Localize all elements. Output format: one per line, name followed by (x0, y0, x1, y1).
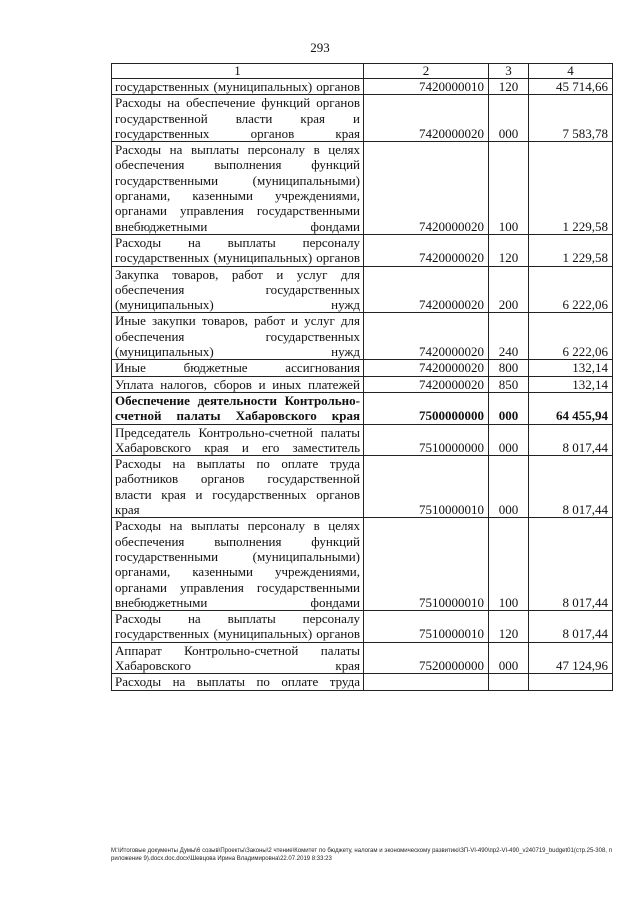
row-expense-type-cell: 000 (489, 456, 529, 518)
footer-file-path: M:\Итоговые документы Думы\6 созыв\Проекты\Законы\2 чтение\Комитет по бюджету, налогам и экономическому развитию\ЗП-VI-490\пр2-VI-490_v240719_budget01(стр.25-308, приложение 9).docx.doc.docx\Шевцова Ирина Владимировна\22.07.2019 8:33:23 (111, 848, 612, 862)
row-sum-cell: 1 229,58 (529, 142, 613, 235)
row-name-cell: Закупка товаров, работ и услуг для обеспечения государственных (муниципальных) нужд (112, 266, 364, 313)
table-row (112, 142, 613, 235)
row-expense-type-cell: 100 (489, 518, 529, 611)
table-header-row (112, 64, 613, 79)
row-code-cell: 7420000020 (364, 142, 489, 235)
row-sum-cell: 47 124,96 (529, 642, 613, 674)
row-name-cell: Расходы на выплаты по оплате труда (112, 674, 364, 690)
row-code-cell: 7510000010 (364, 611, 489, 643)
row-name-cell: Аппарат Контрольно-счетной палаты Хабаровского края (112, 642, 364, 674)
row-sum-cell: 8 017,44 (529, 456, 613, 518)
page-number: 293 (310, 40, 330, 55)
row-name-cell: Расходы на обеспечение функций органов государственной власти края и государственных органов края (112, 95, 364, 142)
row-code-cell: 7510000010 (364, 456, 489, 518)
row-sum-cell: 132,14 (529, 376, 613, 392)
table-row (112, 392, 613, 424)
row-expense-type-cell: 000 (489, 392, 529, 424)
row-expense-type-cell: 800 (489, 360, 529, 376)
row-name-cell: Уплата налогов, сборов и иных платежей (112, 376, 364, 392)
row-sum-cell: 45 714,66 (529, 79, 613, 95)
row-expense-type-cell: 240 (489, 313, 529, 360)
row-name-cell: Расходы на выплаты персоналу государственных (муниципальных) органов (112, 611, 364, 643)
table-row (112, 313, 613, 360)
row-code-cell: 7520000000 (364, 642, 489, 674)
row-name-cell: Обеспечение деятельности Контрольно-счетной палаты Хабаровского края (112, 392, 364, 424)
table-row (112, 611, 613, 643)
table-row (112, 642, 613, 674)
row-sum-cell: 7 583,78 (529, 95, 613, 142)
budget-table-body (112, 64, 613, 691)
row-sum-cell: 132,14 (529, 360, 613, 376)
row-name-cell: Расходы на выплаты персоналу в целях обеспечения выполнения функций государственными (муниципальными) органами, казенными учреждениями, органами управления государственными внебюджетными фондами (112, 142, 364, 235)
row-expense-type-cell: 850 (489, 376, 529, 392)
row-name-cell: Председатель Контрольно-счетной палаты Хабаровского края и его заместитель (112, 424, 364, 456)
row-expense-type-cell: 100 (489, 142, 529, 235)
table-row (112, 234, 613, 266)
row-code-cell: 7510000000 (364, 424, 489, 456)
row-code-cell: 7500000000 (364, 392, 489, 424)
table-row (112, 360, 613, 376)
row-code-cell: 7420000020 (364, 313, 489, 360)
row-sum-cell: 6 222,06 (529, 266, 613, 313)
table-row (112, 518, 613, 611)
row-name-cell: государственных (муниципальных) органов (112, 79, 364, 95)
row-expense-type-cell: 000 (489, 95, 529, 142)
header-col-3: 3 (489, 64, 529, 79)
row-sum-cell: 1 229,58 (529, 234, 613, 266)
row-sum-cell: 6 222,06 (529, 313, 613, 360)
row-sum-cell (529, 674, 613, 690)
row-code-cell: 7420000020 (364, 360, 489, 376)
row-sum-cell: 8 017,44 (529, 611, 613, 643)
row-code-cell: 7420000010 (364, 79, 489, 95)
row-expense-type-cell: 200 (489, 266, 529, 313)
row-expense-type-cell: 120 (489, 234, 529, 266)
table-row (112, 376, 613, 392)
row-name-cell: Иные бюджетные ассигнования (112, 360, 364, 376)
table-row (112, 674, 613, 690)
table-row (112, 95, 613, 142)
row-name-cell: Расходы на выплаты персоналу в целях обеспечения выполнения функций государственными (муниципальными) органами, казенными учреждениями, органами управления государственными внебюджетными фондами (112, 518, 364, 611)
row-sum-cell: 8 017,44 (529, 518, 613, 611)
budget-table (111, 63, 613, 691)
row-code-cell (364, 674, 489, 690)
row-expense-type-cell (489, 674, 529, 690)
table-row (112, 456, 613, 518)
table-row (112, 266, 613, 313)
row-sum-cell: 8 017,44 (529, 424, 613, 456)
row-expense-type-cell: 000 (489, 642, 529, 674)
row-expense-type-cell: 120 (489, 79, 529, 95)
row-sum-cell: 64 455,94 (529, 392, 613, 424)
header-col-2: 2 (364, 64, 489, 79)
table-row (112, 79, 613, 95)
row-name-cell: Иные закупки товаров, работ и услуг для обеспечения государственных (муниципальных) нужд (112, 313, 364, 360)
table-row (112, 424, 613, 456)
header-col-1: 1 (112, 64, 364, 79)
row-name-cell: Расходы на выплаты персоналу государственных (муниципальных) органов (112, 234, 364, 266)
row-expense-type-cell: 000 (489, 424, 529, 456)
row-code-cell: 7420000020 (364, 266, 489, 313)
row-name-cell: Расходы на выплаты по оплате труда работников органов государственной власти края и государственных органов края (112, 456, 364, 518)
row-code-cell: 7420000020 (364, 376, 489, 392)
row-expense-type-cell: 120 (489, 611, 529, 643)
row-code-cell: 7420000020 (364, 95, 489, 142)
row-code-cell: 7510000010 (364, 518, 489, 611)
header-col-4: 4 (529, 64, 613, 79)
row-code-cell: 7420000020 (364, 234, 489, 266)
